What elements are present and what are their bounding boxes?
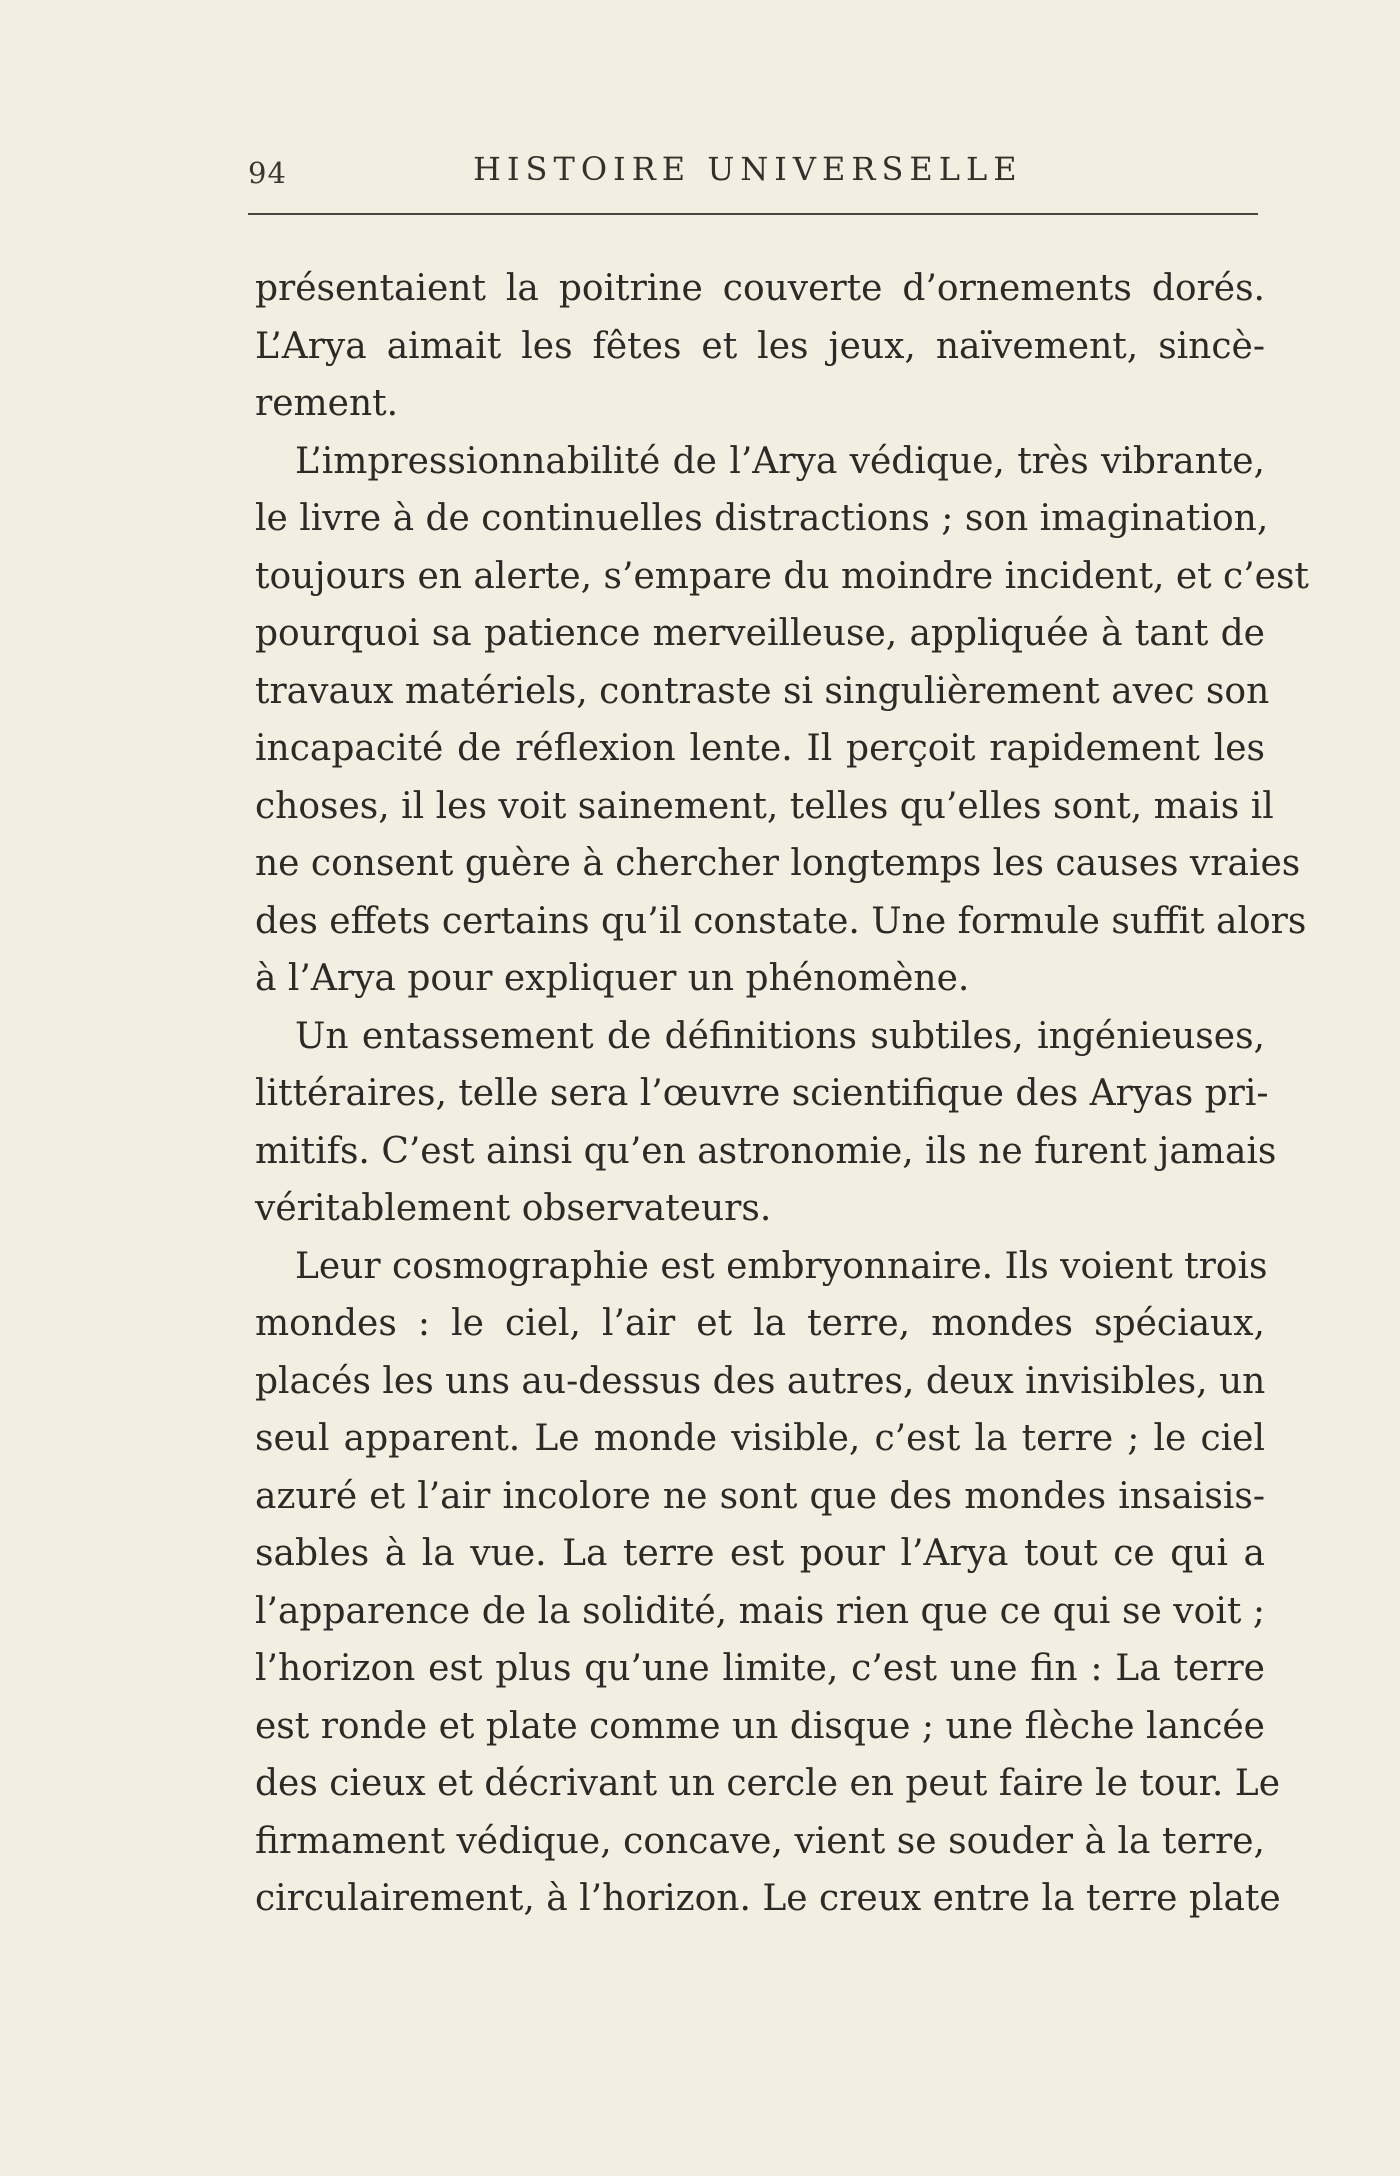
text-line: pourquoi sa patience merveilleuse, appliquée à tant de	[255, 613, 1265, 654]
running-title: HISTOIRE UNIVERSELLE	[473, 150, 1023, 188]
text-line: travaux matériels, contraste si singulièrement avec son	[255, 670, 1270, 712]
text-line: toujours en alerte, s’empare du moindre incident, et c’est	[255, 555, 1309, 597]
text-line: véritablement observateurs.	[255, 1188, 772, 1229]
text-line: l’apparence de la solidité, mais rien que ce qui se voit ;	[255, 1590, 1265, 1632]
text-line: le livre à de continuelles distractions ; son imagination,	[255, 498, 1269, 539]
text-line: des effets certains qu’il constate. Une formule suffit alors	[255, 900, 1307, 942]
text-line: présentaient la poitrine couverte d’ornements dorés.	[255, 268, 1265, 309]
text-line: choses, il les voit sainement, telles qu’elles sont, mais il	[255, 785, 1274, 827]
text-line: l’horizon est plus qu’une limite, c’est une fin : La terre	[255, 1648, 1265, 1689]
text-line: Un entassement de définitions subtiles, ingénieuses,	[295, 1015, 1265, 1057]
text-line: seul apparent. Le monde visible, c’est la terre ; le ciel	[255, 1418, 1265, 1459]
text-line: est ronde et plate comme un disque ; une flèche lancée	[255, 1705, 1265, 1747]
text-line: L’impressionnabilité de l’Arya védique, très vibrante,	[295, 440, 1265, 482]
text-line: circulairement, à l’horizon. Le creux entre la terre plate	[255, 1878, 1281, 1919]
text-line: mondes : le ciel, l’air et la terre, mondes spéciaux,	[255, 1303, 1265, 1344]
text-line: rement.	[255, 383, 399, 424]
text-line: placés les uns au-dessus des autres, deux invisibles, un	[255, 1360, 1266, 1402]
text-line: sables à la vue. La terre est pour l’Arya tout ce qui a	[255, 1533, 1265, 1574]
page-number: 94	[248, 156, 287, 190]
text-line: mitifs. C’est ainsi qu’en astronomie, ils ne furent jamais	[255, 1130, 1277, 1172]
text-line: L’Arya aimait les fêtes et les jeux, naïvement, sincè-	[255, 325, 1265, 367]
text-line: à l’Arya pour expliquer un phénomène.	[255, 958, 970, 999]
text-line: firmament védique, concave, vient se souder à la terre,	[255, 1820, 1265, 1862]
running-head	[248, 150, 1258, 200]
text-line: ne consent guère à chercher longtemps les causes vraies	[255, 843, 1301, 884]
text-line: Leur cosmographie est embryonnaire. Ils voient trois	[295, 1245, 1268, 1287]
text-line: incapacité de réflexion lente. Il perçoit rapidement les	[255, 728, 1265, 769]
text-line: des cieux et décrivant un cercle en peut faire le tour. Le	[255, 1763, 1281, 1804]
header-rule	[248, 213, 1258, 215]
body-text	[255, 260, 1309, 1928]
text-line: azuré et l’air incolore ne sont que des mondes insaisis-	[255, 1475, 1265, 1517]
text-line: littéraires, telle sera l’œuvre scientifique des Aryas pri-	[255, 1073, 1269, 1114]
